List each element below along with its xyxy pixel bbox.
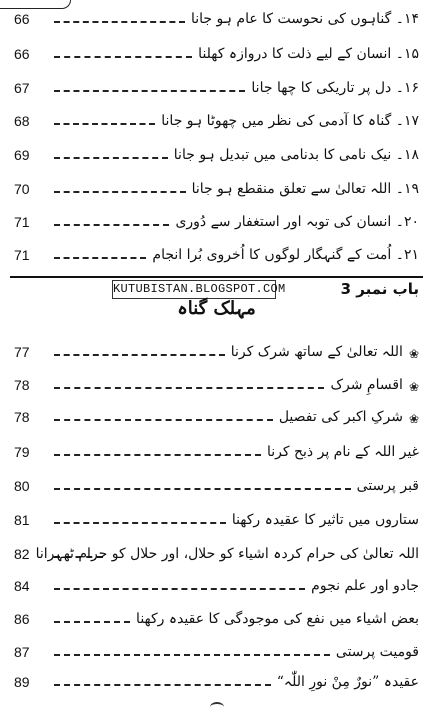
leader-dots — [54, 224, 169, 226]
leader-dots — [54, 654, 330, 656]
leader-dots — [54, 191, 186, 193]
toc-row — [14, 439, 419, 461]
toc-row — [14, 639, 419, 661]
page-number: 77 — [14, 344, 30, 360]
toc-entry-title: شرکِ اکبر کی تفصیل — [278, 409, 403, 425]
toc-entry-title: ۱۸۔ نیک نامی کا بدنامی میں تبدیل ہو جانا — [173, 147, 419, 163]
toc-row — [14, 176, 419, 198]
leader-dots — [54, 157, 168, 159]
toc-row — [14, 209, 419, 231]
leader-dots — [54, 21, 185, 23]
page-number: 82 — [14, 546, 30, 562]
toc-entry-title: ۱۵۔ انسان کے لیے ذلت کا دروازہ کھلنا — [198, 46, 419, 62]
toc-row — [14, 75, 419, 97]
toc-row — [14, 573, 419, 595]
leader-dots — [54, 354, 225, 356]
leader-dots — [54, 387, 324, 389]
toc-row — [14, 404, 419, 426]
leader-dots — [54, 419, 273, 421]
toc-row — [14, 541, 419, 563]
page-number: 78 — [14, 409, 30, 425]
toc-entry-title: بعض اشیاء میں نفع کی موجودگی کا عقیدہ رکھنا — [136, 611, 419, 627]
page-ornament — [210, 702, 224, 712]
toc-row — [14, 339, 419, 361]
toc-entry-title: جادو اور علم نجوم — [311, 578, 419, 594]
toc-entry-title: غیر اللہ کے نام پر ذبح کرنا — [266, 444, 419, 460]
page-number: 68 — [14, 113, 30, 129]
flower-bullet-icon: ❀ — [408, 380, 419, 394]
toc-row — [14, 372, 419, 394]
toc-row — [14, 242, 419, 264]
toc-entry-title: عقیدہ ”نورٌ مِنْ نورِ اللّٰہ“ — [276, 674, 419, 690]
leader-dots — [54, 488, 351, 490]
page-number: 84 — [14, 578, 30, 594]
toc-row — [14, 108, 419, 130]
toc-entry-title: اقسامِ شرک — [330, 377, 403, 393]
page-number: 87 — [14, 644, 30, 660]
page-number: 79 — [14, 444, 30, 460]
page-number: 70 — [14, 181, 30, 197]
toc-entry-title: قومیت پرستی — [335, 644, 419, 660]
toc-entry-title: ۱۴۔ گناہوں کی نحوست کا عام ہو جانا — [191, 11, 419, 27]
toc-entry-title: قبر پرستی — [356, 478, 419, 494]
page-number: 80 — [14, 478, 30, 494]
leader-dots — [54, 90, 245, 92]
toc-entry-title: ۱۶۔ دل پر تاریکی کا چھا جانا — [251, 80, 419, 96]
toc-row — [14, 142, 419, 164]
toc-entry-title: ۲۱۔ اُمت کے گنہگار لوگوں کا اُخروی بُرا انجام — [152, 247, 419, 263]
chapter-divider — [10, 276, 423, 278]
page-number: 89 — [14, 674, 30, 690]
chapter-label: باب نمبر 3 — [340, 280, 419, 298]
toc-entry-title: ستاروں میں تاثیر کا عقیدہ رکھنا — [231, 512, 419, 528]
page-number: 86 — [14, 611, 30, 627]
leader-dots — [54, 123, 155, 125]
leader-dots — [54, 257, 146, 259]
page-number: 71 — [14, 214, 30, 230]
section-heading: مہلک گناہ — [177, 298, 256, 319]
toc-row — [14, 6, 419, 28]
page-number: 69 — [14, 147, 30, 163]
toc-entry-title: اللہ تعالیٰ کی حرام کردہ اشیاء کو حلال، اور حلال کو حرام ٹھہرانا — [35, 546, 419, 562]
page-number: 81 — [14, 512, 30, 528]
page-number: 66 — [14, 11, 30, 27]
blog-watermark: KUTUBISTAN.BLOGSPOT.COM — [112, 280, 276, 299]
leader-dots — [54, 621, 130, 623]
page-number: 71 — [14, 247, 30, 263]
page-number: 67 — [14, 80, 30, 96]
leader-dots — [54, 522, 226, 524]
flower-bullet-icon: ❀ — [408, 347, 419, 361]
leader-dots — [54, 56, 192, 58]
toc-entry-title: اللہ تعالیٰ کے ساتھ شرک کرنا — [230, 344, 403, 360]
leader-dots — [54, 588, 305, 590]
toc-row — [14, 606, 419, 628]
leader-dots — [54, 684, 271, 686]
toc-row — [14, 669, 419, 691]
page-number: 66 — [14, 46, 30, 62]
toc-row — [14, 41, 419, 63]
leader-dots — [54, 454, 261, 456]
toc-entry-title: ۱۹۔ اللہ تعالیٰ سے تعلق منقطع ہو جانا — [191, 181, 419, 197]
toc-row — [14, 473, 419, 495]
toc-entry-title: ۱۷۔ گناہ کا آدمی کی نظر میں چھوٹا ہو جانا — [161, 113, 419, 129]
flower-bullet-icon: ❀ — [408, 412, 419, 426]
toc-row — [14, 507, 419, 529]
toc-entry-title: ۲۰۔ انسان کی توبہ اور استغفار سے دُوری — [175, 214, 419, 230]
page-number: 78 — [14, 377, 30, 393]
